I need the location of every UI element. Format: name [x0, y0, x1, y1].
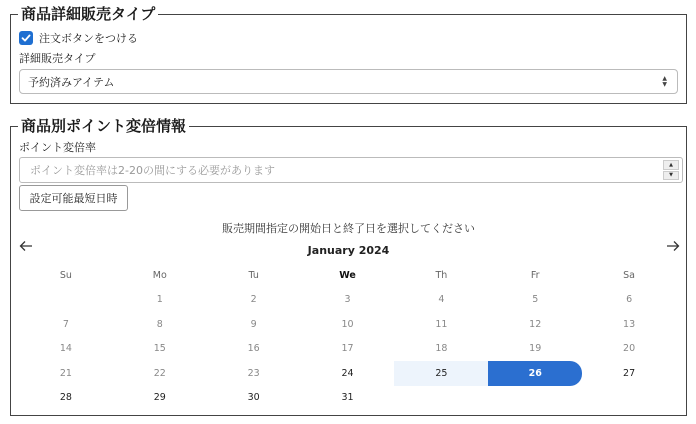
weekday-header: Mo — [152, 269, 167, 281]
weekday-header: Th — [435, 269, 448, 281]
calendar-day: 15 — [153, 343, 166, 355]
select-arrows-icon: ▲ ▼ — [662, 75, 667, 88]
weekday-header: We — [339, 269, 356, 281]
calendar-day: 7 — [62, 318, 69, 330]
weekday-header: Sa — [623, 269, 636, 281]
point-multiplier-fieldset — [10, 117, 687, 416]
calendar-day: 22 — [153, 367, 166, 379]
calendar-day: 9 — [250, 318, 257, 330]
calendar-week-row — [19, 337, 676, 362]
sales-type-fieldset — [10, 5, 687, 104]
calendar-day: 3 — [344, 294, 351, 306]
weekday-header: Fr — [530, 269, 540, 281]
calendar-hint: 販売期間指定の開始日と終了日を選択してください — [222, 222, 475, 235]
calendar-weekday-row — [19, 263, 676, 288]
point-rate-input[interactable] — [19, 157, 683, 183]
order-button-checkbox-label[interactable]: 注文ボタンをつける — [39, 32, 138, 45]
spinner-up-icon[interactable]: ▲ — [663, 160, 679, 170]
calendar-day: 13 — [623, 318, 636, 330]
calendar-day: 19 — [529, 343, 542, 355]
calendar-day: 17 — [341, 343, 354, 355]
calendar-day[interactable]: 30 — [247, 392, 260, 404]
calendar-day[interactable]: 27 — [623, 367, 636, 379]
order-button-checkbox[interactable] — [19, 31, 33, 45]
calendar-day[interactable]: 29 — [153, 392, 166, 404]
calendar-day: 2 — [250, 294, 257, 306]
calendar-week-row — [19, 361, 676, 386]
check-icon — [21, 33, 31, 43]
calendar-day[interactable]: 25 — [394, 361, 488, 386]
calendar-day: 1 — [156, 294, 163, 306]
calendar-day[interactable]: 24 — [341, 367, 354, 379]
sales-type-select-value: 予約済みアイテム — [28, 75, 115, 89]
calendar-day: 4 — [438, 294, 445, 306]
calendar-day: 8 — [156, 318, 163, 330]
sales-type-legend: 商品詳細販売タイプ — [18, 5, 158, 23]
earliest-date-button[interactable]: 設定可能最短日時 — [19, 185, 128, 211]
sales-type-select[interactable] — [19, 69, 678, 94]
calendar-week-row — [19, 288, 676, 313]
calendar-day: 21 — [59, 367, 72, 379]
calendar-day[interactable]: 31 — [341, 392, 354, 404]
calendar-day: 18 — [435, 343, 448, 355]
calendar-day: 16 — [247, 343, 260, 355]
calendar-day: 23 — [247, 367, 260, 379]
calendar-day: 14 — [59, 343, 72, 355]
calendar-day: 20 — [623, 343, 636, 355]
calendar-grid — [19, 263, 676, 410]
calendar-month: January 2024 — [307, 244, 390, 257]
calendar-day: 12 — [529, 318, 542, 330]
calendar-week-row — [19, 312, 676, 337]
point-rate-label: ポイント変倍率 — [19, 141, 96, 154]
weekday-header: Tu — [248, 269, 259, 281]
point-rate-spinner[interactable] — [663, 160, 679, 180]
weekday-header: Su — [59, 269, 72, 281]
calendar-day: 5 — [532, 294, 539, 306]
point-rate-placeholder: ポイント変倍率は2-20の間にする必要があります — [30, 164, 275, 177]
calendar-day: 10 — [341, 318, 354, 330]
arrow-right-icon[interactable] — [666, 240, 680, 256]
order-button-checkbox-row[interactable] — [19, 30, 138, 46]
calendar-week-row — [19, 386, 676, 411]
spinner-down-icon[interactable]: ▼ — [663, 171, 679, 181]
calendar-day: 6 — [626, 294, 633, 306]
calendar-day: 11 — [435, 318, 448, 330]
point-multiplier-legend: 商品別ポイント変倍情報 — [18, 117, 189, 135]
calendar-day[interactable]: 26 — [488, 361, 582, 386]
sales-type-label: 詳細販売タイプ — [19, 52, 96, 65]
calendar-day[interactable]: 28 — [59, 392, 72, 404]
